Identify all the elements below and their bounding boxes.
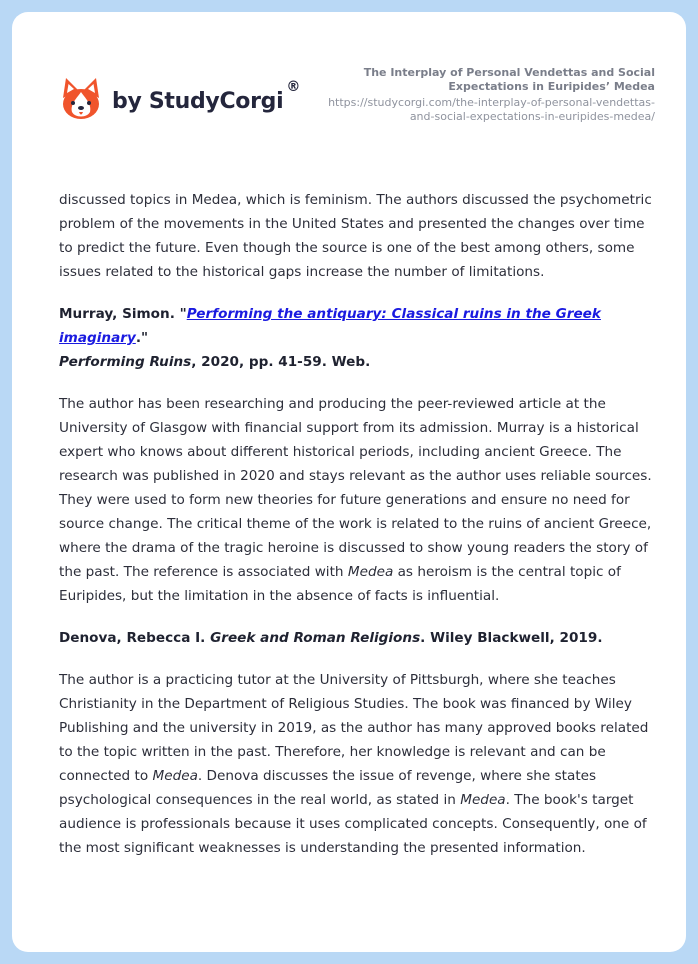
registered-mark: ® [286,78,301,95]
citation-denova: Denova, Rebecca I. Greek and Roman Religions. Wiley Blackwell, 2019. [59,630,603,646]
brand-name: by StudyCorgi® [112,78,301,114]
paragraph-1: discussed topics in Medea, which is feminism. The authors discussed the psychometric problem of the movements in the United States and presented the changes over time to predict the future. Even though the source is one of the best among others, some issues related to the historical gaps increase the number of limitations. [59,192,652,280]
document-body [59,188,659,878]
paragraph-3: The author is a practicing tutor at the University of Pittsburgh, where she teaches Christianity in the Department of Religious Studies. The book was financed by Wiley Publishing and the university in 2019, as the author has many approved books related to the topic written in the past. Therefore, her knowledge is relevant and can be connected to Medea. Denova discusses the issue of revenge, where she states psychological consequences in the real world, as stated in Medea. The book's target audience is professionals because it uses complicated concepts. Consequently, one of the most significant weaknesses is understanding the presented information. [59,672,649,856]
journal-title: Performing Ruins [59,354,192,370]
book-title: Greek and Roman Religions [210,630,421,646]
document-header [325,66,655,124]
paragraph-2: The author has been researching and producing the peer-reviewed article at the University of Glasgow with financial support from its admission. Murray is a historical expert who knows about different historical periods, including ancient Greece. The research was published in 2020 and stays relevant as the author uses reliable sources. They were used to form new theories for future generations and ensure no need for source change. The critical theme of the work is related to the ruins of ancient Greece, where the drama of the tragic heroine is discussed to show young readers the story of the past. The reference is associated with Medea as heroism is the central topic of Euripides, but the limitation in the absence of facts is influential. [59,396,652,604]
document-url[interactable]: https://studycorgi.com/the-interplay-of-personal-vendettas-and-social-expectations-in-euripides-medea/ [328,96,655,123]
page [12,12,686,952]
document-title: The Interplay of Personal Vendettas and Social Expectations in Euripides’ Medea [363,66,655,93]
citation-murray: Murray, Simon. "Performing the antiquary: Classical ruins in the Greek imaginary." Performing Ruins, 2020, pp. 41-59. Web. [59,306,601,370]
studycorgi-logo[interactable] [60,76,300,122]
corgi-icon [60,76,102,122]
citation-link[interactable]: Performing the antiquary: Classical ruins in the Greek imaginary [59,306,601,346]
